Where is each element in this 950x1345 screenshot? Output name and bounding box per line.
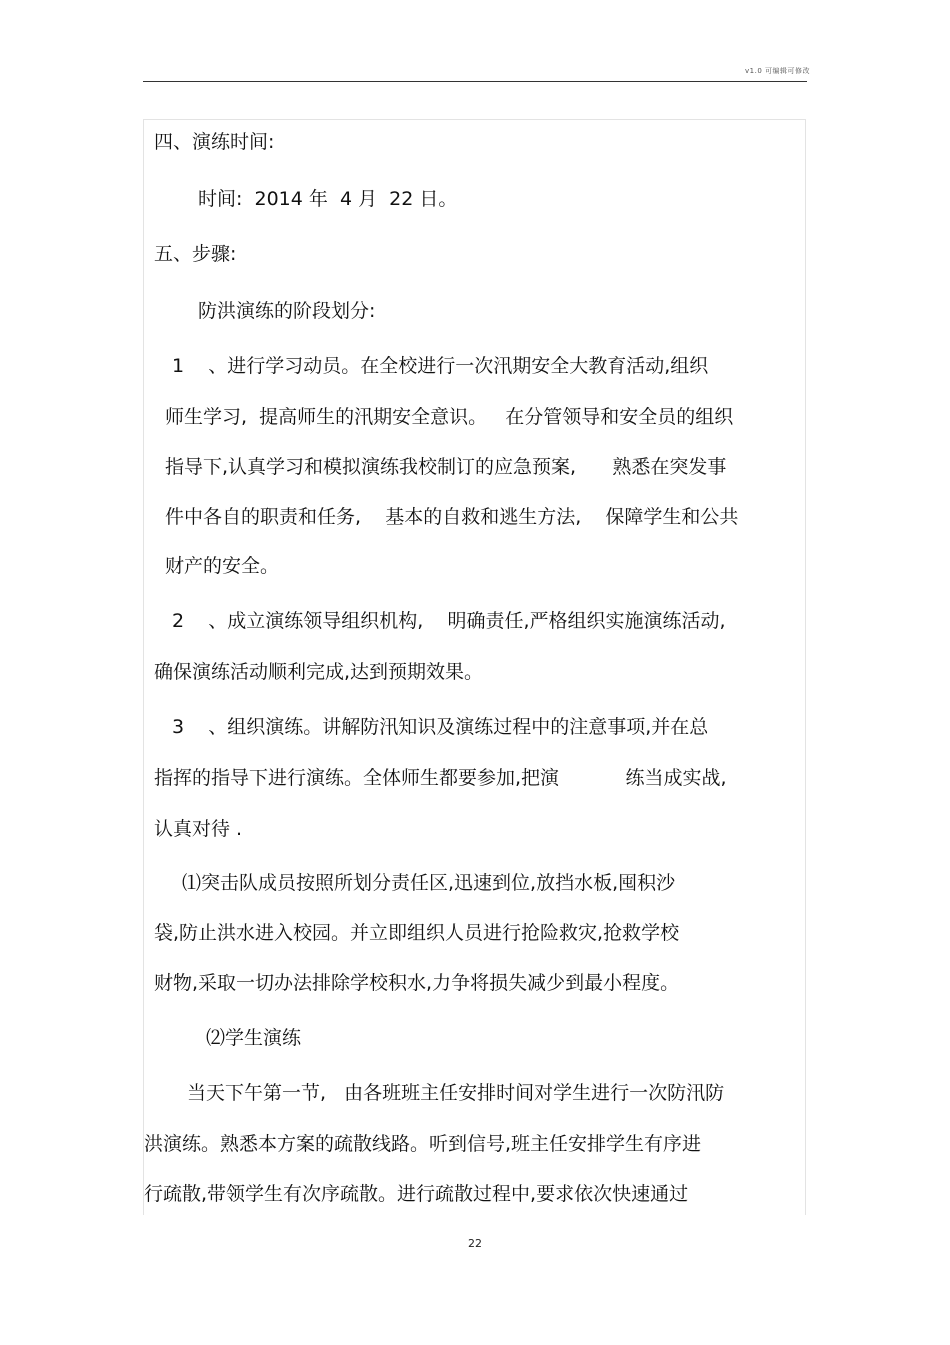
phase-division-line: 防洪演练的阶段划分: [198, 300, 376, 322]
step2-line2: 确保演练活动顺利完成,达到预期效果。 [154, 661, 484, 683]
header-rule [143, 81, 807, 82]
step1-line4: 件中各自的职责和任务, 基本的自救和逃生方法, 保障学生和公共 [165, 506, 739, 528]
step1-line5: 财产的安全。 [165, 555, 280, 577]
step3-line2: 指挥的指导下进行演练。全体师生都要参加,把演 练当成实战, [154, 767, 727, 789]
step1-line2: 师生学习, 提高师生的汛期安全意识。 在分管领导和安全员的组织 [165, 406, 734, 428]
heading-drill-time: 四、演练时间: [154, 131, 275, 153]
sub2-heading: ⑵学生演练 [206, 1027, 302, 1049]
step3-line3: 认真对待 . [154, 818, 243, 840]
drill-date-line: 时间: 2014 年 4 月 22 日。 [198, 188, 458, 210]
sub1-line2: 袋,防止洪水进入校园。并立即组织人员进行抢险救灾,抢救学校 [154, 922, 680, 944]
page-number: 22 [468, 1237, 482, 1250]
student-drill-line2: 洪演练。熟悉本方案的疏散线路。听到信号,班主任安排学生有序进 [144, 1133, 702, 1155]
heading-steps: 五、步骤: [154, 243, 237, 265]
step1-line1: 1 、进行学习动员。在全校进行一次汛期安全大教育活动,组织 [172, 355, 709, 377]
step1-line3: 指导下,认真学习和模拟演练我校制订的应急预案, 熟悉在突发事 [165, 456, 727, 478]
student-drill-line1: 当天下午第一节, 由各班班主任安排时间对学生进行一次防汛防 [187, 1082, 725, 1104]
sub1-line3: 财物,采取一切办法排除学校积水,力争将损失减少到最小程度。 [154, 972, 680, 994]
header-version-note: v1.0 可编辑可修改 [745, 67, 810, 75]
step3-line1: 3 、组织演练。讲解防汛知识及演练过程中的注意事项,并在总 [172, 716, 709, 738]
step2-line1: 2 、成立演练领导组织机构, 明确责任,严格组织实施演练活动, [172, 610, 726, 632]
sub1-line1: ⑴突击队成员按照所划分责任区,迅速到位,放挡水板,囤积沙 [182, 872, 676, 894]
student-drill-line3: 行疏散,带领学生有次序疏散。进行疏散过程中,要求依次快速通过 [144, 1183, 689, 1205]
